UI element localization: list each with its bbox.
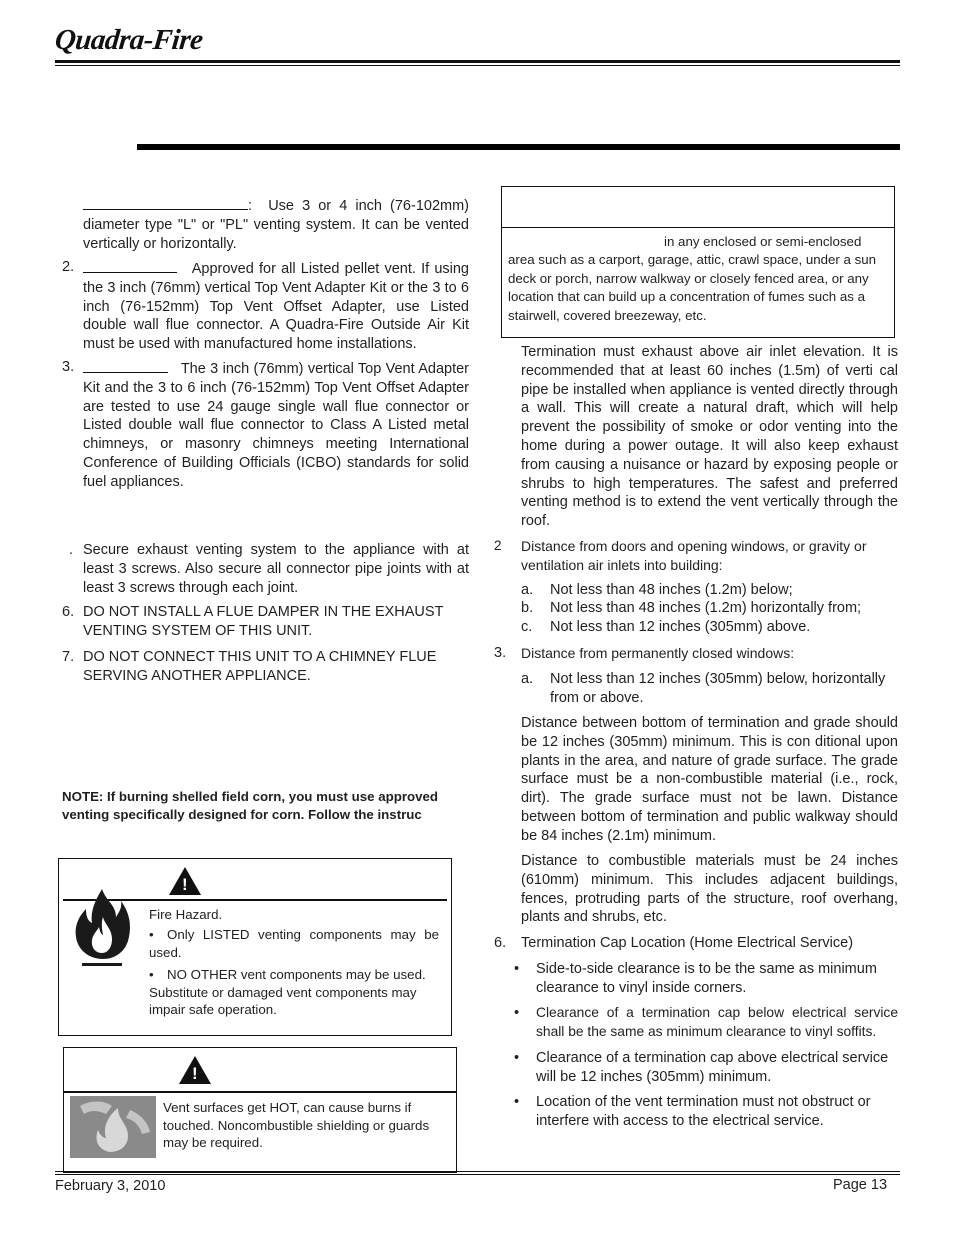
footer-rule xyxy=(55,1171,900,1172)
header-rule-thin xyxy=(55,65,900,66)
item-2c: Not less than 12 inches (305mm) above. xyxy=(550,619,811,635)
right-paragraph-termination: Termination must exhaust above air inlet elevation. It is recommended that at least 60 inches (1.5m) of verti cal pipe be installed when appliance is vented directly through a wall. This will create a natural draft, which will help prevent the possibility of smoke or odor venting into the home during a power outage. It will also keep exhaust from causing a nuisance or hazard by exposing people or shrubs to high temperatures. The safest and preferred venting method is to extend the vent vertically through the roof. xyxy=(521,344,898,530)
left-item-5-number: . xyxy=(69,542,74,558)
left-item-7: DO NOT CONNECT THIS UNIT TO A CHIMNEY FLUE SERVING ANOTHER APPLIANCE. xyxy=(83,649,437,684)
warning-triangle-icon xyxy=(179,1056,211,1084)
header-rule xyxy=(55,60,900,63)
right-item-2: Distance from doors and opening windows, or gravity or ventilation air inlets into building: xyxy=(521,538,867,573)
bullet-glyph: • xyxy=(149,967,154,982)
bullet-glyph: • xyxy=(514,961,520,977)
right-item-6: Termination Cap Location (Home Electrical Service) xyxy=(521,935,854,951)
item-2a-label: a. xyxy=(521,582,534,598)
flame-icon xyxy=(72,887,134,971)
hot-surface-warning-box xyxy=(63,1047,457,1173)
left-paragraph-1: : Use 3 or 4 inch (76-102mm) diameter type "L" or "PL" venting system. It can be vented vertically or horizontally. xyxy=(83,195,469,253)
electrical-bullet-3: Clearance of a termination cap above electrical service will be 12 inches (305mm) minimum. xyxy=(536,1050,889,1085)
left-item-2: Approved for all Listed pellet vent. If using the 3 inch (76mm) vertical Top Vent Adapter Kit or the 3 to 6 inch (76-152mm) Top Vent Offset Adapter, use Listed double wall flue connector. A Quadra-Fire Outside Air Kit must be used with manufactured home installations. xyxy=(83,258,469,354)
left-item-7-number: 7. xyxy=(62,649,75,665)
bullet-glyph: • xyxy=(514,1050,520,1066)
item-3a-label: a. xyxy=(521,671,534,687)
warning-bullet-listed: Only LISTED venting components may be used. xyxy=(149,927,439,960)
electrical-bullet-2: Clearance of a termination cap below electrical service shall be the same as minimum clearance to vinyl soffits. xyxy=(536,1005,898,1039)
electrical-bullet-1: Side-to-side clearance is to be the same as minimum clearance to vinyl inside corners. xyxy=(536,961,877,996)
enclosed-area-caution-box xyxy=(501,186,895,338)
left-item-5: Secure exhaust venting system to the appliance with at least 3 screws. Also secure all connector pipe joints with at least 3 screws through each joint. xyxy=(83,542,469,596)
corn-note: NOTE: If burning shelled field corn, you must use approved venting specifically designed for corn. Follow the instruc xyxy=(62,789,439,822)
caution-lead-text: in any enclosed or semi-enclosed xyxy=(664,234,862,249)
item-2a: Not less than 48 inches (1.2m) below; xyxy=(550,582,793,598)
bullet-glyph: • xyxy=(514,1094,520,1110)
section-heading-rule xyxy=(137,144,900,150)
right-item-2-number: 2 xyxy=(494,538,502,553)
right-paragraph-combustible: Distance to combustible materials must be 24 inches (610mm) minimum. This includes adjacent buildings, fences, protruding parts of the structure, roof overhang, plants and shrubs, etc. xyxy=(521,853,898,926)
item-2c-label: c. xyxy=(521,619,533,635)
item-3a: Not less than 12 inches (305mm) below, horizontally from or above. xyxy=(550,671,886,706)
left-item-6-number: 6. xyxy=(62,604,75,620)
hot-surface-icon xyxy=(70,1096,156,1158)
bullet-glyph: • xyxy=(149,927,154,942)
item-2b: Not less than 48 inches (1.2m) horizontally from; xyxy=(550,600,862,616)
redacted-heading xyxy=(83,258,177,273)
left-item-3-number: 3. xyxy=(62,359,75,375)
right-item-3-number: 3. xyxy=(494,645,507,661)
redacted-heading xyxy=(83,195,248,210)
bullet-glyph: • xyxy=(514,1005,520,1021)
warning-header-rule xyxy=(64,1091,456,1093)
right-paragraph-grade: Distance between bottom of termination and grade should be 12 inches (305mm) minimum. This is con ditional upon plants in the area, and nature of grade surface. The grade surface must be a non-combustible material (i.e., rock, dirt). The grade surface must not be lawn. Distance between bottom of termination and public walkway should be 84 inches (2.1m) minimum. xyxy=(521,715,898,844)
left-item-6: DO NOT INSTALL A FLUE DAMPER IN THE EXHAUST VENTING SYSTEM OF THIS UNIT. xyxy=(83,604,444,639)
warning-bullet-other: NO OTHER vent components may be used. Substitute or damaged vent components may impair safe operation. xyxy=(149,967,426,1017)
box-header-rule xyxy=(502,227,894,228)
left-item-2-number: 2. xyxy=(62,259,75,275)
right-item-6-number: 6. xyxy=(494,935,507,951)
footer-page-number: Page 13 xyxy=(833,1177,888,1193)
fire-hazard-title: Fire Hazard. xyxy=(149,907,223,922)
redacted-heading xyxy=(83,358,168,373)
item-2b-label: b. xyxy=(521,600,534,616)
right-item-3: Distance from permanently closed windows: xyxy=(521,645,795,661)
fire-hazard-warning-box xyxy=(58,858,452,1036)
electrical-bullet-4: Location of the vent termination must not obstruct or interfere with access to the electrical service. xyxy=(536,1094,871,1129)
warning-triangle-icon xyxy=(169,867,201,895)
brand-logo: Quadra-Fire xyxy=(53,24,205,56)
hot-surface-text: Vent surfaces get HOT, can cause burns if touched. Noncombustible shielding or guards may be required. xyxy=(163,1100,430,1150)
caution-text: area such as a carport, garage, attic, crawl space, under a sun deck or porch, narrow walkway or closely fenced area, or any location that can build up a concentration of fumes such as a stairwell, covered breezeway, etc. xyxy=(508,252,877,323)
footer-date: February 3, 2010 xyxy=(55,1178,166,1194)
footer-rule-thin xyxy=(55,1174,900,1175)
left-item-3: The 3 inch (76mm) vertical Top Vent Adapter Kit and the 3 to 6 inch (76-152mm) Top Vent Offset Adapter are tested to use 24 gauge single wall flue connector or Listed double wall flue connector to Class A Listed metal chimneys, or masonry chimneys meeting International Conference of Building Officials (ICBO) standards for solid fuel appliances. xyxy=(83,358,469,492)
